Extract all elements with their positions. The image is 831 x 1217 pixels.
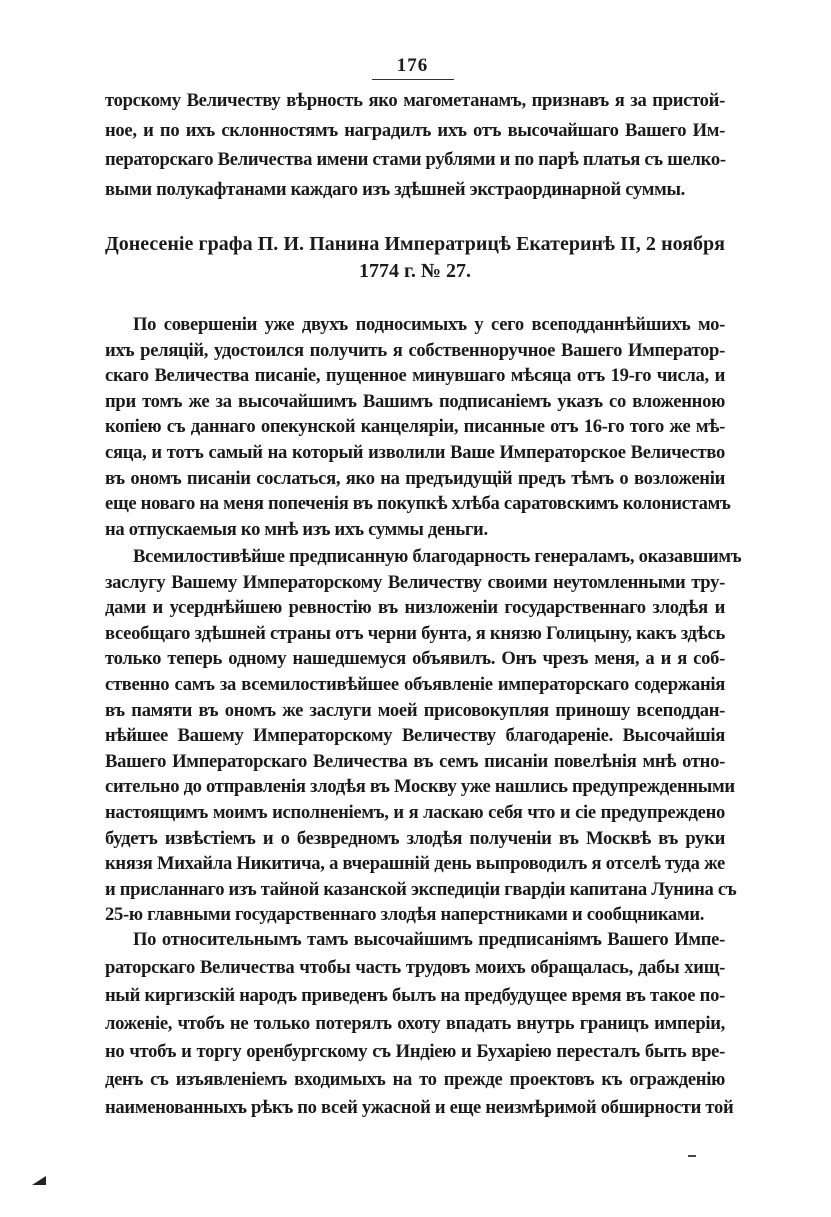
text-line: ное, и по ихъ склонностямъ наградилъ ихъ отъ высочайшаго Вашего Им- bbox=[105, 119, 725, 141]
text-line: ператорскаго Величества имени стами рублями и по парѣ платья съ шелко- bbox=[105, 149, 726, 171]
text-line: всеобщаго здѣшней страны отъ черни бунта, я князю Голицыну, какъ здѣсь bbox=[105, 622, 725, 644]
text-line: По совершеніи уже двухъ подносимыхъ у сего всеподданнѣйшихъ мо- bbox=[133, 314, 725, 335]
text-line: выми полукафтанами каждаго изъ здѣшней экстраординарной суммы. bbox=[105, 178, 686, 200]
text-line: Всемилостивѣйше предписанную благодарность генераламъ, оказавшимъ bbox=[133, 546, 742, 567]
text-line: при томъ же за высочайшимъ Вашимъ подписаніемъ указъ со вложенною bbox=[105, 390, 725, 412]
text-line: торскому Величеству вѣрность яко магометанамъ, признавъ я за пристой- bbox=[105, 90, 725, 111]
text-line: скаго Величества писаніе, пущенное минувшаго мѣсяца отъ 19-го числа, и bbox=[105, 365, 725, 387]
text-line: на отпускаемыя ко мнѣ изъ ихъ суммы деньги. bbox=[105, 518, 488, 540]
scan-mark bbox=[688, 1155, 696, 1157]
text-line: и присланнаго изъ тайной казанской экспедиціи гвардіи капитана Лунина съ bbox=[105, 878, 737, 900]
page-number-rule bbox=[372, 79, 454, 80]
text-line: сительно до отправленія злодѣя въ Москву уже нашлись предупрежденными bbox=[105, 776, 735, 798]
text-line: Вашего Императорскаго Величества въ семъ писаніи повелѣнія мнѣ отно- bbox=[105, 750, 725, 772]
text-line: будетъ извѣстіемъ и о безвредномъ злодѣя полученіи въ Москвѣ въ руки bbox=[105, 827, 725, 849]
text-line: еще новаго на меня попеченія въ покупкѣ хлѣба саратовскимъ колонистамъ bbox=[105, 493, 731, 515]
section-heading: Донесеніе графа П. И. Панина Императрицѣ Екатеринѣ II, 2 ноября bbox=[105, 233, 725, 255]
text-line: наименованныхъ рѣкъ по всей ужасной и еще неизмѣримой обширности той bbox=[105, 1097, 734, 1118]
text-line: ложеніе, чтобъ не только потерялъ охоту впадать внутрь границъ имперіи, bbox=[105, 1013, 725, 1034]
text-line: копіею съ даннаго опекунской канцеляріи, писанные отъ 16-го того же мѣ- bbox=[105, 416, 725, 438]
corner-mark-icon bbox=[32, 1176, 46, 1185]
text-line: ственно самъ за всемилостивѣйшее объявленіе императорскаго содержанія bbox=[105, 674, 725, 695]
text-line: ихъ реляцій, удостоился получить я собственноручное Вашего Император- bbox=[105, 339, 725, 361]
text-line: въ ономъ писаніи сослаться, яко на предъидущій предъ тѣмъ о возложеніи bbox=[105, 467, 725, 489]
text-line: настоящимъ моимъ исполненіемъ, и я ласкаю себя что и сіе предупреждено bbox=[105, 802, 725, 823]
text-line: денъ съ изъявленіемъ входимыхъ на то прежде проектовъ къ огражденію bbox=[105, 1069, 725, 1090]
text-line: 25-ю главными государственнаго злодѣя наперстниками и сообщниками. bbox=[105, 904, 705, 926]
section-heading: 1774 г. № 27. bbox=[359, 260, 471, 282]
page-number: 176 bbox=[396, 55, 429, 76]
text-line: но чтобъ и торгу оренбургскому съ Индіею и Бухаріею пересталъ быть вре- bbox=[105, 1041, 725, 1062]
text-line: князя Михайла Никитича, а вчерашній день выпроводилъ я отселѣ туда же bbox=[105, 853, 725, 875]
text-line: въ памяти въ ономъ же заслуги моей присовокупляя приношу всеподдан- bbox=[105, 699, 725, 721]
text-line: дами и усерднѣйшею ревностію въ низложеніи государственнаго злодѣя и bbox=[105, 597, 725, 619]
text-line: сяца, и тотъ самый на который изволили Ваше Императорское Величество bbox=[105, 442, 725, 463]
text-line: По относительнымъ тамъ высочайшимъ предписаніямъ Вашего Импе- bbox=[133, 929, 725, 950]
text-line: нѣйшее Вашему Императорскому Величеству благодареніе. Высочайшія bbox=[105, 725, 725, 747]
text-line: раторскаго Величества чтобы часть трудовъ моихъ обращалась, дабы хищ- bbox=[105, 957, 725, 978]
text-line: заслугу Вашему Императорскому Величеству своими неутомленными тру- bbox=[105, 571, 725, 593]
text-line: ный киргизскій народъ приведенъ былъ на предбудущее время въ такое по- bbox=[105, 985, 725, 1006]
text-line: только теперь одному нашедшемуся объявилъ. Онъ чрезъ меня, а и я соб- bbox=[105, 648, 725, 670]
